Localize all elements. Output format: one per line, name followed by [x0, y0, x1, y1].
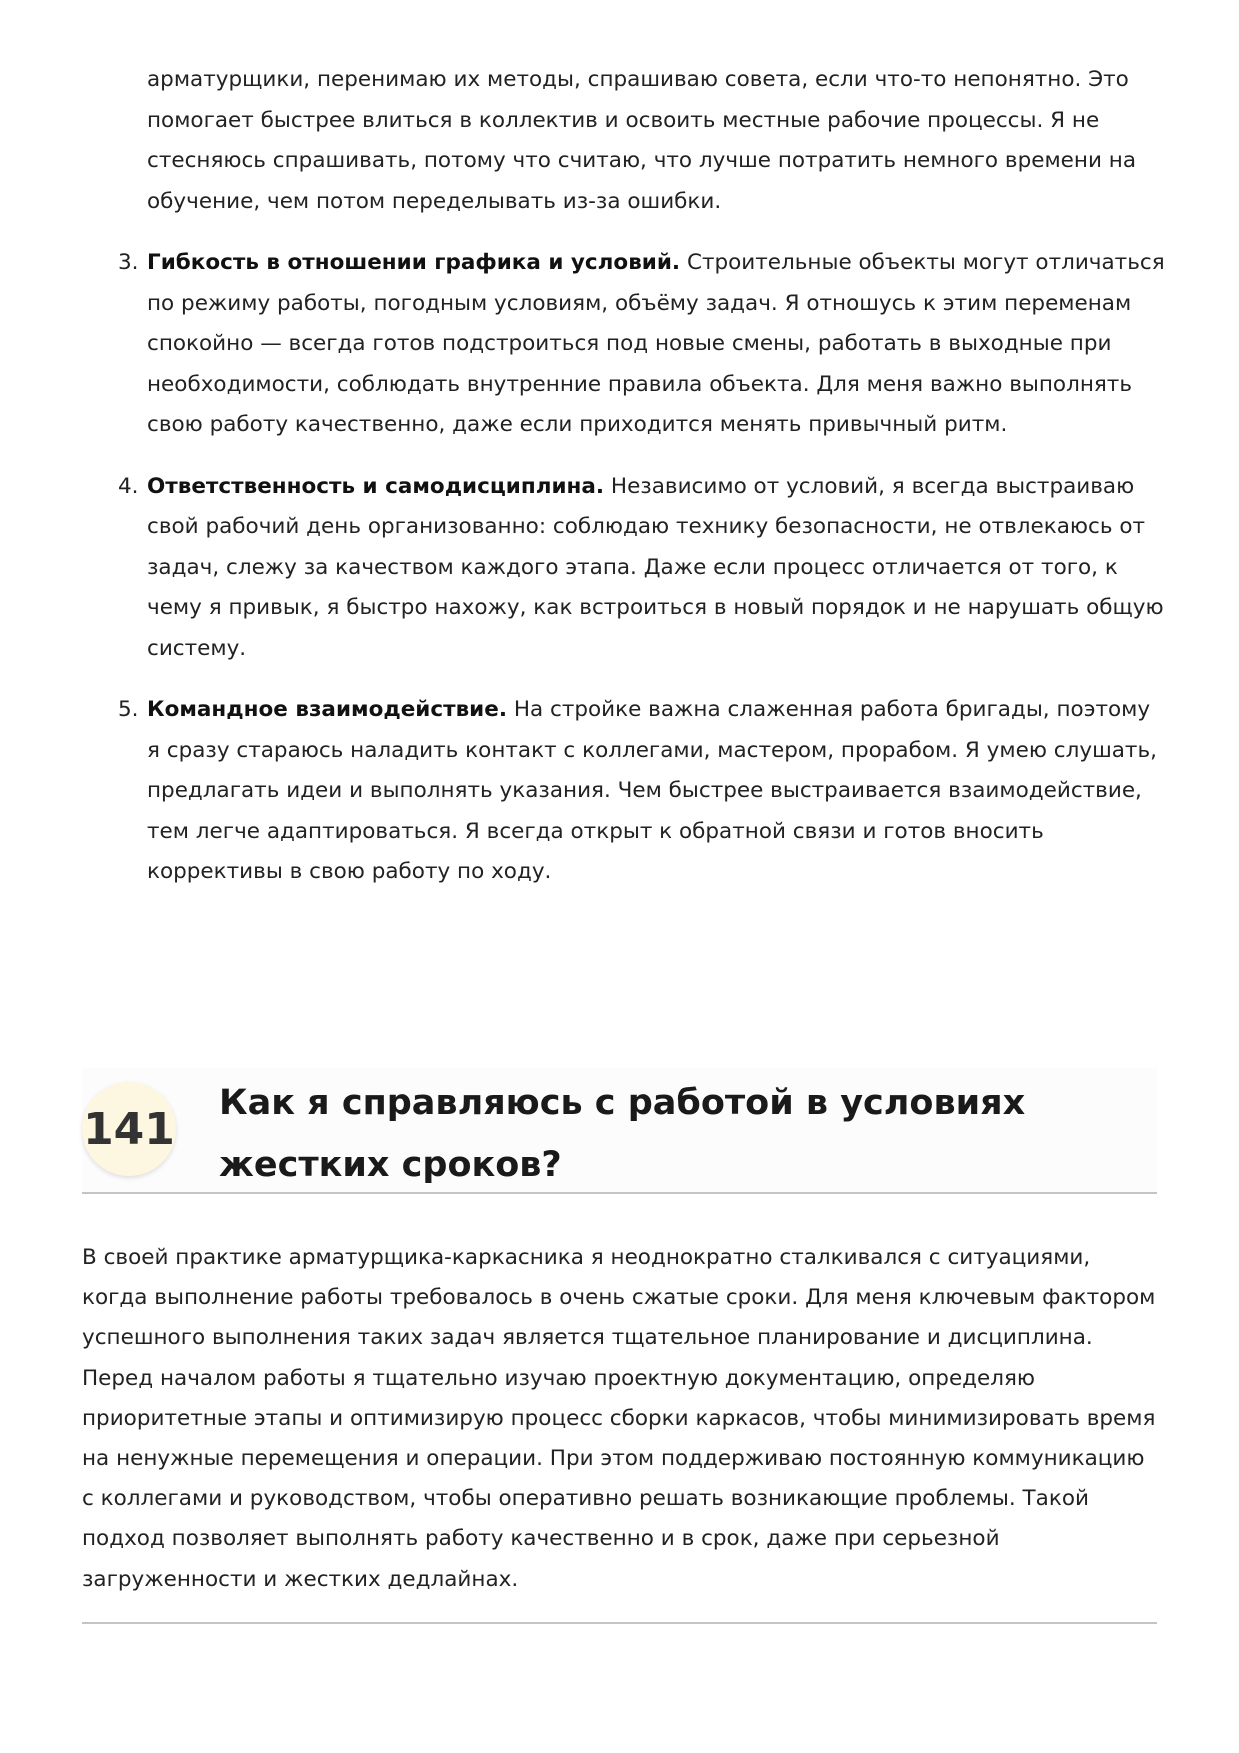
list-item — [118, 60, 1168, 222]
list-item-text: Строительные объекты могут отличаться по режиму работы, погодным условиям, объёму задач. Я отношусь к этим переменам спокойно — всегда готов подстроиться под новые смены, работать в выходные при необходимости, соблюдать внутренние правила объекта. Для меня важно выполнять свою работу качественно, даже если приходится менять привычный ритм. — [147, 250, 1165, 437]
question-number-badge: 141 — [82, 1082, 176, 1176]
list-item-heading: Ответственность и самодисциплина. — [147, 473, 605, 499]
list-item-number: 3. — [118, 250, 139, 275]
list-item — [118, 243, 1168, 446]
qualities-list — [118, 60, 1168, 914]
list-item-text: На стройке важна слаженная работа бригады, поэтому я сразу стараюсь наладить контакт с коллегами, мастером, прорабом. Я умею слушать, предлагать идеи и выполнять указания. Чем быстрее выстраивается взаимодействие, тем легче адаптироваться. Я всегда открыт к обратной связи и готов вносить коррективы в свою работу по ходу. — [147, 697, 1157, 884]
list-item — [118, 690, 1168, 893]
list-item-text: арматурщики, перенимаю их методы, спрашиваю совета, если что-то непонятно. Это помогает быстрее влиться в коллектив и освоить местные рабочие процессы. Я не стесняюсь спрашивать, потому что считаю, что лучше потратить немного времени на обучение, чем потом переделывать из-за ошибки. — [147, 67, 1136, 214]
question-title: Как я справляюсь с работой в условиях жестких сроков? — [219, 1083, 1026, 1185]
list-item-heading: Гибкость в отношении графика и условий. — [147, 250, 681, 275]
question-header — [82, 1068, 1157, 1194]
list-item — [118, 467, 1168, 670]
list-item-number: 5. — [118, 697, 139, 722]
list-item-text: Независимо от условий, я всегда выстраиваю свой рабочий день организованно: соблюдаю технику безопасности, не отвлекаюсь от задач, слежу за качеством каждого этапа. Даже если процесс отличается от того, к чему я привык, я быстро нахожу, как встроиться в новый порядок и не нарушать общую систему. — [147, 473, 1164, 661]
section-divider — [82, 1622, 1157, 1624]
list-item-heading: Командное взаимодействие. — [147, 697, 507, 722]
answer-paragraph: В своей практике арматурщика-каркасника я неоднократно сталкивался с ситуациями, когда выполнение работы требовалось в очень сжатые сроки. Для меня ключевым фактором успешного выполнения таких задач является тщательное планирование и дисциплина. Перед началом работы я тщательно изучаю проектную документацию, определяю приоритетные этапы и оптимизирую процесс сборки каркасов, чтобы минимизировать время на ненужные перемещения и операции. При этом поддерживаю постоянную коммуникацию с коллегами и руководством, чтобы оперативно решать возникающие проблемы. Такой подход позволяет выполнять работу качественно и в срок, даже при серьезной загруженности и жестких дедлайнах. — [82, 1245, 1156, 1592]
list-item-number: 4. — [118, 473, 139, 499]
